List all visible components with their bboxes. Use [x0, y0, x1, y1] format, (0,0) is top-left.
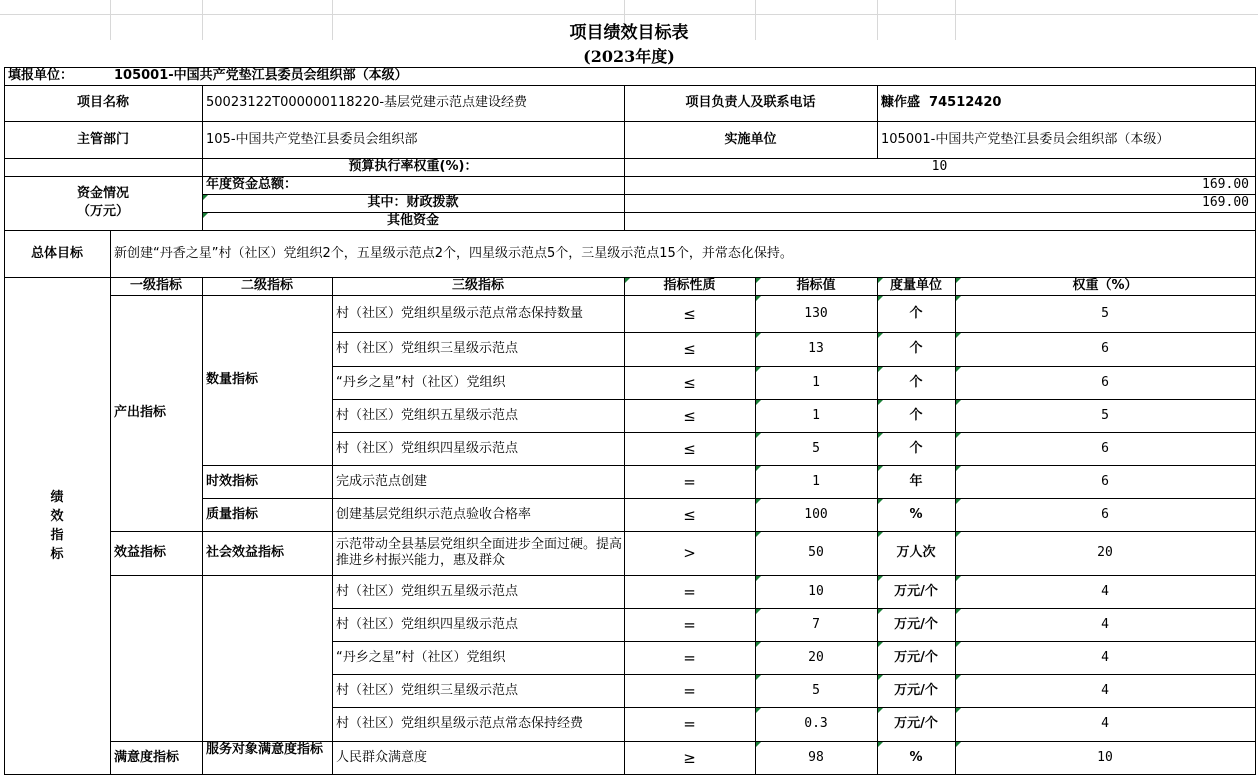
cell-marker	[956, 296, 961, 301]
table-border	[332, 366, 1256, 367]
budget-rate-value[interactable]: 10	[931, 159, 948, 174]
cell-marker	[756, 642, 761, 647]
table-cell-unit[interactable]: 万元/个	[894, 583, 938, 599]
table-cell-unit[interactable]: 个	[909, 407, 923, 423]
table-border	[110, 295, 1256, 296]
funds-label: 资金情况 （万元）	[76, 186, 129, 219]
table-border	[202, 465, 1256, 466]
cell-marker	[756, 278, 761, 283]
table-cell-value[interactable]: 5	[812, 682, 820, 698]
cell-marker	[756, 708, 761, 713]
table-border	[4, 774, 1256, 775]
cell-marker	[878, 742, 883, 747]
table-cell-op[interactable]: ≤	[683, 406, 696, 425]
cell-marker	[756, 499, 761, 504]
table-border	[4, 67, 5, 775]
cell-marker	[878, 333, 883, 338]
impl-label: 实施单位	[724, 131, 777, 147]
filler-value: 105001-中国共产党垫江县委员会组织部（本级）	[114, 68, 408, 83]
cell-marker	[956, 367, 961, 372]
table-cell-weight[interactable]: 4	[1101, 649, 1109, 665]
table-cell-name[interactable]: 创建基层党组织示范点验收合格率	[336, 506, 532, 522]
header-level1: 一级指标	[129, 278, 182, 293]
level1-benefit: 效益指标	[114, 545, 167, 560]
table-border	[110, 575, 1256, 576]
funds-total-label: 年度资金总额：	[206, 177, 298, 192]
owner-value[interactable]: 糠作盛 74512420	[881, 95, 1002, 110]
cell-marker	[756, 675, 761, 680]
table-border	[202, 498, 1256, 499]
table-cell-name[interactable]: 完成示范点创建	[336, 473, 428, 489]
cell-marker	[203, 213, 208, 218]
table-cell-weight[interactable]: 5	[1101, 305, 1109, 321]
table-cell-op[interactable]: >	[683, 544, 696, 562]
table-cell-weight[interactable]: 4	[1101, 583, 1109, 599]
table-cell-value[interactable]: 7	[812, 616, 820, 632]
table-border	[955, 277, 956, 775]
table-cell-weight[interactable]: 6	[1101, 473, 1109, 489]
table-cell-weight[interactable]: 5	[1101, 407, 1109, 423]
table-cell-name[interactable]: 示范带动全县基层党组织全面进步全面过硬。提高推进乡村振兴能力，惠及群众	[336, 537, 623, 568]
funds-fiscal-value[interactable]: 169.00	[1202, 195, 1249, 210]
table-border	[4, 121, 1256, 122]
table-cell-weight[interactable]: 4	[1101, 682, 1109, 698]
table-cell-op[interactable]: ≤	[683, 439, 696, 458]
table-cell-op[interactable]: =	[683, 582, 696, 601]
table-cell-name[interactable]: 村（社区）党组织五星级示范点	[336, 583, 519, 599]
table-cell-unit[interactable]: 万元/个	[894, 649, 938, 665]
table-cell-op[interactable]: =	[683, 681, 696, 700]
cell-marker	[625, 278, 630, 283]
cell-marker	[203, 195, 208, 200]
table-cell-value[interactable]: 1	[812, 473, 820, 489]
funds-other-label: 其他资金	[386, 213, 439, 228]
table-cell-value[interactable]: 1	[812, 374, 820, 390]
table-border	[332, 399, 1256, 400]
cell-marker	[756, 400, 761, 405]
cell-marker	[878, 708, 883, 713]
level1-satisfaction: 满意度指标	[114, 749, 180, 765]
cell-marker	[956, 532, 961, 537]
level2-service: 服务对象满意度指标	[206, 742, 324, 757]
table-cell-weight[interactable]: 20	[1097, 545, 1113, 560]
table-cell-op[interactable]: ≤	[683, 304, 696, 323]
cell-marker	[878, 296, 883, 301]
cell-marker	[878, 576, 883, 581]
table-border	[332, 707, 1256, 708]
cell-marker	[878, 675, 883, 680]
table-cell-weight[interactable]: 6	[1101, 374, 1109, 390]
table-cell-value[interactable]: 100	[804, 506, 828, 522]
table-cell-unit[interactable]: 万元/个	[894, 716, 938, 731]
table-border	[202, 85, 203, 231]
cell-marker	[878, 532, 883, 537]
table-border	[624, 277, 625, 775]
table-cell-value[interactable]: 0.3	[804, 716, 828, 731]
table-border	[4, 158, 1256, 159]
table-cell-weight[interactable]: 6	[1101, 440, 1109, 456]
table-cell-unit[interactable]: 万元/个	[894, 616, 938, 632]
table-cell-unit[interactable]: 万人次	[896, 545, 936, 560]
cell-marker	[878, 499, 883, 504]
table-cell-unit[interactable]: %	[909, 749, 923, 765]
table-cell-name[interactable]: 村（社区）党组织五星级示范点	[336, 407, 519, 423]
goal-text[interactable]: 新创建“丹香之星”村（社区）党组织2个，五星级示范点2个，四星级示范点5个，三星级示范点15个，并常态化保持。	[114, 245, 793, 261]
level2-time: 时效指标	[206, 473, 259, 489]
table-border	[4, 176, 1256, 177]
level2-social: 社会效益指标	[206, 545, 285, 560]
cell-marker	[756, 576, 761, 581]
header-level3: 三级指标	[451, 278, 504, 293]
table-border	[4, 230, 1256, 231]
page-title: 项目绩效目标表	[569, 23, 689, 43]
table-cell-name[interactable]: 人民群众满意度	[336, 749, 428, 765]
page-subtitle: (2023年度)	[583, 47, 675, 66]
table-border	[877, 277, 878, 775]
table-cell-op[interactable]: ≤	[683, 373, 696, 392]
level2-quantity: 数量指标	[206, 372, 259, 387]
table-cell-weight[interactable]: 4	[1101, 716, 1109, 731]
goal-label: 总体目标	[30, 245, 83, 261]
cell-marker	[756, 333, 761, 338]
table-border	[1255, 67, 1256, 775]
table-border	[202, 194, 1256, 195]
project-name-label: 项目名称	[76, 95, 129, 110]
cell-marker	[956, 742, 961, 747]
table-cell-op[interactable]: =	[683, 715, 696, 733]
cell-marker	[956, 466, 961, 471]
table-cell-value[interactable]: 13	[808, 341, 824, 356]
cell-marker	[956, 675, 961, 680]
table-cell-name[interactable]: 村（社区）党组织四星级示范点	[336, 440, 519, 456]
cell-marker	[956, 642, 961, 647]
table-cell-name[interactable]: 村（社区）党组织星级示范点常态保持经费	[336, 716, 584, 731]
table-cell-unit[interactable]: %	[909, 506, 923, 522]
table-border	[332, 277, 333, 775]
table-cell-op[interactable]: =	[683, 472, 696, 491]
cell-marker	[756, 532, 761, 537]
cell-marker	[878, 609, 883, 614]
table-border	[110, 531, 1256, 532]
table-cell-op[interactable]: =	[683, 615, 696, 634]
table-cell-op[interactable]: ≤	[683, 340, 696, 358]
cell-marker	[756, 466, 761, 471]
owner-label: 项目负责人及联系电话	[685, 95, 816, 110]
table-cell-weight[interactable]: 6	[1101, 506, 1109, 522]
cell-marker	[956, 433, 961, 438]
cell-marker	[878, 367, 883, 372]
table-cell-weight[interactable]: 10	[1097, 749, 1113, 765]
impl-value[interactable]: 105001-中国共产党垫江县委员会组织部（本级）	[881, 131, 1170, 147]
table-cell-weight[interactable]: 4	[1101, 616, 1109, 632]
table-cell-unit[interactable]: 个	[909, 305, 923, 321]
table-cell-value[interactable]: 5	[812, 440, 820, 456]
cell-marker	[878, 466, 883, 471]
budget-rate-label: 预算执行率权重(%)：	[348, 159, 478, 174]
cell-marker	[956, 708, 961, 713]
table-border	[332, 674, 1256, 675]
dept-value[interactable]: 105-中国共产党垫江县委员会组织部	[206, 131, 418, 147]
header-unit: 度量单位	[889, 278, 942, 293]
cell-marker	[878, 400, 883, 405]
level2-quality: 质量指标	[206, 506, 259, 522]
table-border	[110, 741, 1256, 742]
cell-marker	[956, 609, 961, 614]
header-value: 指标值	[796, 278, 836, 293]
table-border	[202, 212, 1256, 213]
cell-marker	[878, 642, 883, 647]
table-cell-value[interactable]: 98	[808, 749, 824, 765]
table-cell-op[interactable]: =	[683, 648, 696, 667]
perf-label: 绩 效 指 标	[50, 489, 64, 562]
cell-marker	[878, 278, 883, 283]
funds-total-value[interactable]: 169.00	[1202, 177, 1249, 192]
table-border	[332, 608, 1256, 609]
table-cell-value[interactable]: 1	[812, 407, 820, 423]
cell-marker	[756, 367, 761, 372]
table-cell-value[interactable]: 20	[808, 649, 824, 665]
cell-marker	[956, 576, 961, 581]
table-border	[332, 641, 1256, 642]
table-cell-name[interactable]: “丹乡之星”村（社区）党组织	[336, 649, 506, 665]
level1-output: 产出指标	[114, 405, 167, 420]
table-cell-weight[interactable]: 6	[1101, 341, 1109, 356]
cell-marker	[956, 499, 961, 504]
table-cell-unit[interactable]: 年	[909, 473, 923, 489]
table-cell-op[interactable]: ≥	[683, 748, 696, 767]
cell-marker	[756, 296, 761, 301]
table-cell-value[interactable]: 130	[804, 305, 828, 321]
table-border	[877, 85, 878, 159]
table-cell-name[interactable]: 村（社区）党组织四星级示范点	[336, 616, 519, 632]
table-cell-name[interactable]: “丹乡之星”村（社区）党组织	[336, 374, 506, 390]
table-border	[4, 85, 1256, 86]
cell-marker	[878, 433, 883, 438]
table-cell-unit[interactable]: 个	[909, 374, 923, 390]
project-name-value[interactable]: 50023122T000000118220-基层党建示范点建设经费	[206, 95, 528, 110]
filler-label: 填报单位：	[8, 68, 74, 83]
table-cell-unit[interactable]: 个	[909, 440, 923, 456]
table-border	[755, 277, 756, 775]
table-cell-name[interactable]: 村（社区）党组织星级示范点常态保持数量	[336, 305, 584, 321]
table-border	[332, 332, 1256, 333]
cell-marker	[956, 278, 961, 283]
cell-marker	[956, 333, 961, 338]
sheet-grid-line	[0, 14, 1258, 15]
cell-marker	[756, 742, 761, 747]
cell-marker	[756, 609, 761, 614]
table-border	[624, 85, 625, 231]
table-border	[110, 230, 111, 775]
table-border	[4, 277, 1256, 278]
table-cell-name[interactable]: 村（社区）党组织三星级示范点	[336, 341, 519, 356]
dept-label: 主管部门	[76, 131, 129, 147]
table-border	[4, 67, 1256, 68]
cell-marker	[956, 400, 961, 405]
header-weight: 权重（%）	[1072, 278, 1138, 293]
table-cell-name[interactable]: 村（社区）党组织三星级示范点	[336, 682, 519, 698]
table-cell-unit[interactable]: 个	[909, 341, 923, 356]
table-cell-op[interactable]: ≤	[683, 505, 696, 524]
cell-marker	[756, 433, 761, 438]
table-border	[202, 277, 203, 775]
header-level2: 二级指标	[240, 278, 293, 293]
table-cell-value[interactable]: 10	[808, 583, 824, 599]
table-border	[332, 432, 1256, 433]
funds-other-value[interactable]	[624, 212, 1255, 230]
funds-fiscal-label: 其中：财政拨款	[367, 195, 459, 210]
table-cell-unit[interactable]: 万元/个	[894, 682, 938, 698]
header-nature: 指标性质	[663, 278, 716, 293]
table-cell-value[interactable]: 50	[808, 545, 824, 560]
